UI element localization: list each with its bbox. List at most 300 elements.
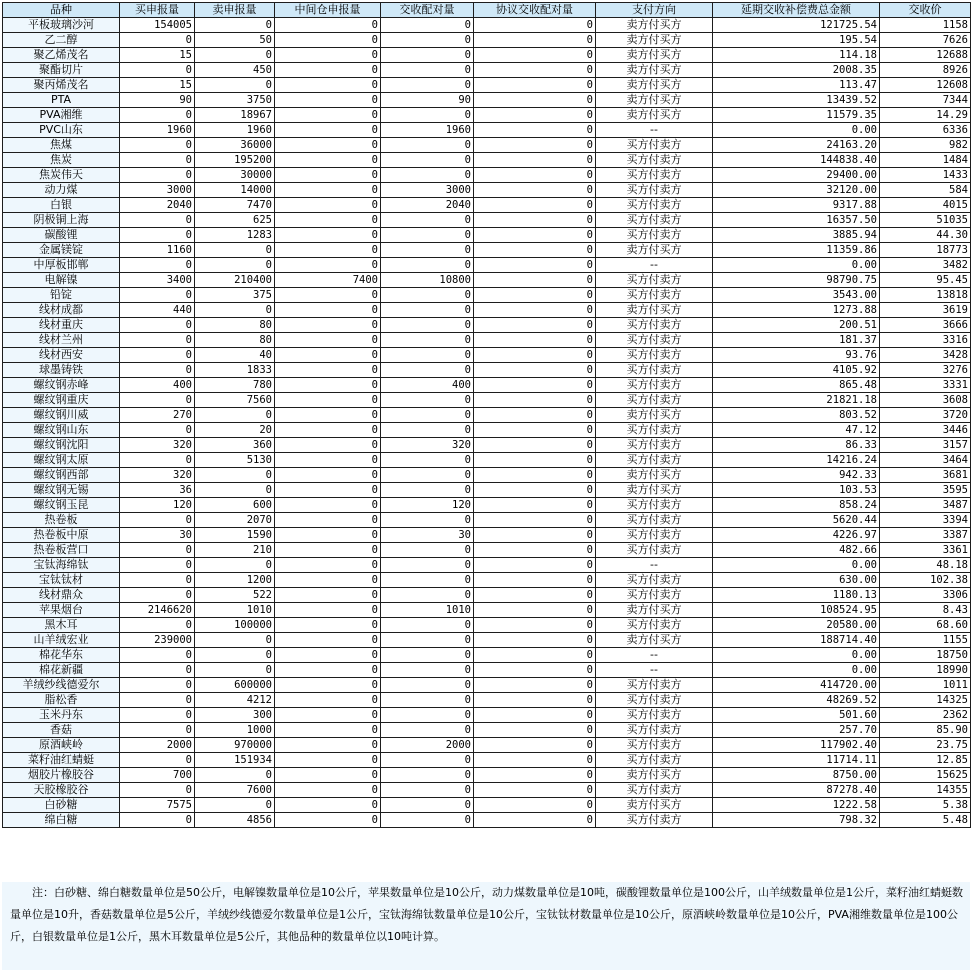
buy-qty-cell: 0 xyxy=(120,648,195,663)
sell-qty-cell: 0 xyxy=(195,408,275,423)
middle-qty-cell: 7400 xyxy=(275,273,381,288)
buy-qty-cell: 3400 xyxy=(120,273,195,288)
delivery-price-cell: 1484 xyxy=(880,153,971,168)
middle-qty-cell: 0 xyxy=(275,813,381,828)
agreement-qty-cell: 0 xyxy=(474,543,596,558)
sell-qty-cell: 2070 xyxy=(195,513,275,528)
buy-qty-cell: 0 xyxy=(120,693,195,708)
agreement-qty-cell: 0 xyxy=(474,333,596,348)
sell-qty-cell: 210 xyxy=(195,543,275,558)
match-qty-cell: 0 xyxy=(381,648,474,663)
compensation-amount-cell: 803.52 xyxy=(713,408,880,423)
delivery-price-cell: 23.75 xyxy=(880,738,971,753)
match-qty-cell: 0 xyxy=(381,633,474,648)
payment-direction-cell: 买方付卖方 xyxy=(596,513,713,528)
compensation-amount-cell: 5620.44 xyxy=(713,513,880,528)
agreement-qty-cell: 0 xyxy=(474,288,596,303)
compensation-amount-cell: 188714.40 xyxy=(713,633,880,648)
sell-qty-cell: 14000 xyxy=(195,183,275,198)
delivery-price-cell: 7626 xyxy=(880,33,971,48)
match-qty-cell: 30 xyxy=(381,528,474,543)
agreement-qty-cell: 0 xyxy=(474,783,596,798)
compensation-amount-cell: 2008.35 xyxy=(713,63,880,78)
buy-qty-cell: 0 xyxy=(120,513,195,528)
agreement-qty-cell: 0 xyxy=(474,213,596,228)
product-cell: 平板玻璃沙河 xyxy=(3,18,120,33)
compensation-amount-cell: 16357.50 xyxy=(713,213,880,228)
delivery-price-cell: 51035 xyxy=(880,213,971,228)
match-qty-cell: 0 xyxy=(381,783,474,798)
compensation-amount-cell: 865.48 xyxy=(713,378,880,393)
table-row xyxy=(3,93,971,108)
sell-qty-cell: 36000 xyxy=(195,138,275,153)
payment-direction-cell: 买方付卖方 xyxy=(596,363,713,378)
agreement-qty-cell: 0 xyxy=(474,663,596,678)
middle-qty-cell: 0 xyxy=(275,348,381,363)
compensation-amount-cell: 3543.00 xyxy=(713,288,880,303)
match-qty-cell: 400 xyxy=(381,378,474,393)
compensation-amount-cell: 0.00 xyxy=(713,663,880,678)
table-row xyxy=(3,468,971,483)
product-cell: 香菇 xyxy=(3,723,120,738)
product-cell: 白银 xyxy=(3,198,120,213)
middle-qty-cell: 0 xyxy=(275,393,381,408)
compensation-amount-cell: 11579.35 xyxy=(713,108,880,123)
compensation-amount-cell: 144838.40 xyxy=(713,153,880,168)
middle-qty-cell: 0 xyxy=(275,303,381,318)
table-row xyxy=(3,513,971,528)
table-row xyxy=(3,183,971,198)
middle-qty-cell: 0 xyxy=(275,453,381,468)
payment-direction-cell: 买方付卖方 xyxy=(596,153,713,168)
table-row xyxy=(3,288,971,303)
match-qty-cell: 0 xyxy=(381,468,474,483)
middle-qty-cell: 0 xyxy=(275,213,381,228)
delivery-price-cell: 3361 xyxy=(880,543,971,558)
compensation-amount-cell: 93.76 xyxy=(713,348,880,363)
match-qty-cell: 0 xyxy=(381,63,474,78)
buy-qty-cell: 0 xyxy=(120,168,195,183)
buy-qty-cell: 0 xyxy=(120,723,195,738)
sell-qty-cell: 0 xyxy=(195,798,275,813)
payment-direction-cell: 买方付卖方 xyxy=(596,228,713,243)
match-qty-cell: 0 xyxy=(381,693,474,708)
table-row xyxy=(3,333,971,348)
middle-qty-cell: 0 xyxy=(275,738,381,753)
delivery-table xyxy=(2,2,971,828)
match-qty-cell: 120 xyxy=(381,498,474,513)
delivery-price-cell: 584 xyxy=(880,183,971,198)
product-cell: 螺纹钢重庆 xyxy=(3,393,120,408)
column-header: 卖申报量 xyxy=(195,3,275,18)
match-qty-cell: 0 xyxy=(381,483,474,498)
agreement-qty-cell: 0 xyxy=(474,18,596,33)
delivery-price-cell: 3387 xyxy=(880,528,971,543)
match-qty-cell: 0 xyxy=(381,573,474,588)
agreement-qty-cell: 0 xyxy=(474,63,596,78)
delivery-price-cell: 3446 xyxy=(880,423,971,438)
middle-qty-cell: 0 xyxy=(275,723,381,738)
match-qty-cell: 0 xyxy=(381,453,474,468)
compensation-amount-cell: 257.70 xyxy=(713,723,880,738)
table-row xyxy=(3,168,971,183)
product-cell: 电解镍 xyxy=(3,273,120,288)
match-qty-cell: 0 xyxy=(381,363,474,378)
match-qty-cell: 0 xyxy=(381,243,474,258)
sell-qty-cell: 30000 xyxy=(195,168,275,183)
match-qty-cell: 0 xyxy=(381,408,474,423)
payment-direction-cell: 买方付卖方 xyxy=(596,753,713,768)
compensation-amount-cell: 32120.00 xyxy=(713,183,880,198)
match-qty-cell: 0 xyxy=(381,78,474,93)
product-cell: 聚丙烯茂名 xyxy=(3,78,120,93)
buy-qty-cell: 0 xyxy=(120,663,195,678)
product-cell: 线材重庆 xyxy=(3,318,120,333)
middle-qty-cell: 0 xyxy=(275,663,381,678)
payment-direction-cell: 买方付卖方 xyxy=(596,318,713,333)
product-cell: 黑木耳 xyxy=(3,618,120,633)
sell-qty-cell: 4856 xyxy=(195,813,275,828)
product-cell: 线材兰州 xyxy=(3,333,120,348)
buy-qty-cell: 90 xyxy=(120,93,195,108)
middle-qty-cell: 0 xyxy=(275,708,381,723)
sell-qty-cell: 0 xyxy=(195,48,275,63)
sell-qty-cell: 0 xyxy=(195,768,275,783)
buy-qty-cell: 0 xyxy=(120,348,195,363)
match-qty-cell: 2040 xyxy=(381,198,474,213)
payment-direction-cell: 买方付卖方 xyxy=(596,573,713,588)
payment-direction-cell: 卖方付买方 xyxy=(596,63,713,78)
buy-qty-cell: 0 xyxy=(120,783,195,798)
match-qty-cell: 0 xyxy=(381,348,474,363)
product-cell: 热卷板 xyxy=(3,513,120,528)
sell-qty-cell: 20 xyxy=(195,423,275,438)
delivery-price-cell: 85.90 xyxy=(880,723,971,738)
sell-qty-cell: 1000 xyxy=(195,723,275,738)
sell-qty-cell: 450 xyxy=(195,63,275,78)
delivery-price-cell: 1433 xyxy=(880,168,971,183)
middle-qty-cell: 0 xyxy=(275,378,381,393)
delivery-price-cell: 1158 xyxy=(880,18,971,33)
table-row xyxy=(3,273,971,288)
table-row xyxy=(3,258,971,273)
product-cell: 菜籽油红蜻蜓 xyxy=(3,753,120,768)
compensation-amount-cell: 630.00 xyxy=(713,573,880,588)
payment-direction-cell: -- xyxy=(596,648,713,663)
table-row xyxy=(3,318,971,333)
delivery-price-cell: 48.18 xyxy=(880,558,971,573)
match-qty-cell: 0 xyxy=(381,258,474,273)
sell-qty-cell: 300 xyxy=(195,708,275,723)
payment-direction-cell: 卖方付买方 xyxy=(596,93,713,108)
buy-qty-cell: 2146620 xyxy=(120,603,195,618)
buy-qty-cell: 1960 xyxy=(120,123,195,138)
compensation-amount-cell: 98790.75 xyxy=(713,273,880,288)
agreement-qty-cell: 0 xyxy=(474,573,596,588)
product-cell: 玉米丹东 xyxy=(3,708,120,723)
payment-direction-cell: 买方付卖方 xyxy=(596,453,713,468)
middle-qty-cell: 0 xyxy=(275,333,381,348)
compensation-amount-cell: 114.18 xyxy=(713,48,880,63)
match-qty-cell: 1960 xyxy=(381,123,474,138)
buy-qty-cell: 0 xyxy=(120,573,195,588)
sell-qty-cell: 1200 xyxy=(195,573,275,588)
compensation-amount-cell: 11714.11 xyxy=(713,753,880,768)
compensation-amount-cell: 47.12 xyxy=(713,423,880,438)
table-row xyxy=(3,33,971,48)
match-qty-cell: 0 xyxy=(381,543,474,558)
buy-qty-cell: 0 xyxy=(120,813,195,828)
sell-qty-cell: 40 xyxy=(195,348,275,363)
buy-qty-cell: 700 xyxy=(120,768,195,783)
buy-qty-cell: 0 xyxy=(120,333,195,348)
payment-direction-cell: 卖方付买方 xyxy=(596,603,713,618)
payment-direction-cell: 卖方付买方 xyxy=(596,33,713,48)
table-row xyxy=(3,708,971,723)
product-cell: 焦煤 xyxy=(3,138,120,153)
sell-qty-cell: 970000 xyxy=(195,738,275,753)
delivery-price-cell: 18990 xyxy=(880,663,971,678)
agreement-qty-cell: 0 xyxy=(474,453,596,468)
payment-direction-cell: 买方付卖方 xyxy=(596,708,713,723)
payment-direction-cell: 卖方付买方 xyxy=(596,243,713,258)
payment-direction-cell: 买方付卖方 xyxy=(596,213,713,228)
delivery-price-cell: 12688 xyxy=(880,48,971,63)
match-qty-cell: 0 xyxy=(381,588,474,603)
delivery-price-cell: 3394 xyxy=(880,513,971,528)
middle-qty-cell: 0 xyxy=(275,573,381,588)
table-row xyxy=(3,63,971,78)
compensation-amount-cell: 0.00 xyxy=(713,558,880,573)
payment-direction-cell: 卖方付买方 xyxy=(596,768,713,783)
compensation-amount-cell: 4226.97 xyxy=(713,528,880,543)
middle-qty-cell: 0 xyxy=(275,768,381,783)
compensation-amount-cell: 4105.92 xyxy=(713,363,880,378)
product-cell: 螺纹钢沈阳 xyxy=(3,438,120,453)
product-cell: 宝钛海绵钛 xyxy=(3,558,120,573)
match-qty-cell: 0 xyxy=(381,33,474,48)
product-cell: 热卷板营口 xyxy=(3,543,120,558)
middle-qty-cell: 0 xyxy=(275,168,381,183)
delivery-price-cell: 18773 xyxy=(880,243,971,258)
buy-qty-cell: 154005 xyxy=(120,18,195,33)
table-row xyxy=(3,588,971,603)
table-row xyxy=(3,693,971,708)
compensation-amount-cell: 113.47 xyxy=(713,78,880,93)
sell-qty-cell: 50 xyxy=(195,33,275,48)
delivery-price-cell: 5.48 xyxy=(880,813,971,828)
middle-qty-cell: 0 xyxy=(275,243,381,258)
table-row xyxy=(3,483,971,498)
payment-direction-cell: 卖方付买方 xyxy=(596,798,713,813)
match-qty-cell: 90 xyxy=(381,93,474,108)
table-row xyxy=(3,558,971,573)
match-qty-cell: 0 xyxy=(381,168,474,183)
product-cell: 螺纹钢无锡 xyxy=(3,483,120,498)
agreement-qty-cell: 0 xyxy=(474,753,596,768)
sell-qty-cell: 3750 xyxy=(195,93,275,108)
product-cell: 苹果烟台 xyxy=(3,603,120,618)
sell-qty-cell: 5130 xyxy=(195,453,275,468)
agreement-qty-cell: 0 xyxy=(474,678,596,693)
buy-qty-cell: 0 xyxy=(120,708,195,723)
sell-qty-cell: 1590 xyxy=(195,528,275,543)
payment-direction-cell: 卖方付买方 xyxy=(596,303,713,318)
compensation-amount-cell: 0.00 xyxy=(713,123,880,138)
payment-direction-cell: 买方付卖方 xyxy=(596,618,713,633)
product-cell: 宝钛钛材 xyxy=(3,573,120,588)
table-row xyxy=(3,78,971,93)
sell-qty-cell: 7600 xyxy=(195,783,275,798)
delivery-price-cell: 14325 xyxy=(880,693,971,708)
product-cell: 中厚板邯郸 xyxy=(3,258,120,273)
compensation-amount-cell: 13439.52 xyxy=(713,93,880,108)
sell-qty-cell: 0 xyxy=(195,18,275,33)
sell-qty-cell: 0 xyxy=(195,483,275,498)
payment-direction-cell: 买方付卖方 xyxy=(596,168,713,183)
middle-qty-cell: 0 xyxy=(275,408,381,423)
table-row xyxy=(3,678,971,693)
match-qty-cell: 10800 xyxy=(381,273,474,288)
agreement-qty-cell: 0 xyxy=(474,498,596,513)
match-qty-cell: 0 xyxy=(381,813,474,828)
match-qty-cell: 0 xyxy=(381,153,474,168)
payment-direction-cell: 买方付卖方 xyxy=(596,678,713,693)
agreement-qty-cell: 0 xyxy=(474,483,596,498)
agreement-qty-cell: 0 xyxy=(474,258,596,273)
sell-qty-cell: 0 xyxy=(195,468,275,483)
middle-qty-cell: 0 xyxy=(275,603,381,618)
product-cell: 铅锭 xyxy=(3,288,120,303)
middle-qty-cell: 0 xyxy=(275,543,381,558)
compensation-amount-cell: 121725.54 xyxy=(713,18,880,33)
payment-direction-cell: 买方付卖方 xyxy=(596,393,713,408)
table-row xyxy=(3,528,971,543)
middle-qty-cell: 0 xyxy=(275,783,381,798)
sell-qty-cell: 360 xyxy=(195,438,275,453)
product-cell: 聚乙烯茂名 xyxy=(3,48,120,63)
middle-qty-cell: 0 xyxy=(275,438,381,453)
payment-direction-cell: 买方付卖方 xyxy=(596,138,713,153)
agreement-qty-cell: 0 xyxy=(474,78,596,93)
compensation-amount-cell: 501.60 xyxy=(713,708,880,723)
payment-direction-cell: 卖方付买方 xyxy=(596,468,713,483)
delivery-price-cell: 5.38 xyxy=(880,798,971,813)
buy-qty-cell: 0 xyxy=(120,318,195,333)
delivery-price-cell: 3487 xyxy=(880,498,971,513)
match-qty-cell: 0 xyxy=(381,138,474,153)
column-header: 延期交收补偿费总金额 xyxy=(713,3,880,18)
table-row xyxy=(3,378,971,393)
agreement-qty-cell: 0 xyxy=(474,738,596,753)
match-qty-cell: 0 xyxy=(381,723,474,738)
table-row xyxy=(3,798,971,813)
agreement-qty-cell: 0 xyxy=(474,513,596,528)
table-row xyxy=(3,603,971,618)
table-row xyxy=(3,423,971,438)
product-cell: PVC山东 xyxy=(3,123,120,138)
product-cell: 螺纹钢太原 xyxy=(3,453,120,468)
table-row xyxy=(3,198,971,213)
table-row xyxy=(3,543,971,558)
delivery-price-cell: 12.85 xyxy=(880,753,971,768)
middle-qty-cell: 0 xyxy=(275,618,381,633)
product-cell: 聚酯切片 xyxy=(3,63,120,78)
agreement-qty-cell: 0 xyxy=(474,408,596,423)
agreement-qty-cell: 0 xyxy=(474,603,596,618)
agreement-qty-cell: 0 xyxy=(474,363,596,378)
product-cell: 螺纹钢玉昆 xyxy=(3,498,120,513)
agreement-qty-cell: 0 xyxy=(474,438,596,453)
middle-qty-cell: 0 xyxy=(275,528,381,543)
payment-direction-cell: 卖方付买方 xyxy=(596,633,713,648)
table-row xyxy=(3,648,971,663)
buy-qty-cell: 30 xyxy=(120,528,195,543)
agreement-qty-cell: 0 xyxy=(474,153,596,168)
agreement-qty-cell: 0 xyxy=(474,273,596,288)
compensation-amount-cell: 21821.18 xyxy=(713,393,880,408)
table-row xyxy=(3,753,971,768)
agreement-qty-cell: 0 xyxy=(474,708,596,723)
buy-qty-cell: 400 xyxy=(120,378,195,393)
buy-qty-cell: 0 xyxy=(120,153,195,168)
agreement-qty-cell: 0 xyxy=(474,393,596,408)
middle-qty-cell: 0 xyxy=(275,423,381,438)
compensation-amount-cell: 414720.00 xyxy=(713,678,880,693)
sell-qty-cell: 1833 xyxy=(195,363,275,378)
buy-qty-cell: 0 xyxy=(120,558,195,573)
delivery-price-cell: 14.29 xyxy=(880,108,971,123)
buy-qty-cell: 2040 xyxy=(120,198,195,213)
delivery-price-cell: 4015 xyxy=(880,198,971,213)
middle-qty-cell: 0 xyxy=(275,18,381,33)
match-qty-cell: 0 xyxy=(381,213,474,228)
payment-direction-cell: 买方付卖方 xyxy=(596,498,713,513)
middle-qty-cell: 0 xyxy=(275,108,381,123)
middle-qty-cell: 0 xyxy=(275,588,381,603)
table-row xyxy=(3,813,971,828)
match-qty-cell: 1010 xyxy=(381,603,474,618)
payment-direction-cell: 买方付卖方 xyxy=(596,438,713,453)
payment-direction-cell: 买方付卖方 xyxy=(596,333,713,348)
buy-qty-cell: 0 xyxy=(120,588,195,603)
agreement-qty-cell: 0 xyxy=(474,138,596,153)
compensation-amount-cell: 108524.95 xyxy=(713,603,880,618)
agreement-qty-cell: 0 xyxy=(474,318,596,333)
match-qty-cell: 0 xyxy=(381,333,474,348)
product-cell: PVA湘维 xyxy=(3,108,120,123)
match-qty-cell: 3000 xyxy=(381,183,474,198)
payment-direction-cell: 卖方付买方 xyxy=(596,108,713,123)
product-cell: 阴极铜上海 xyxy=(3,213,120,228)
compensation-amount-cell: 3885.94 xyxy=(713,228,880,243)
agreement-qty-cell: 0 xyxy=(474,378,596,393)
buy-qty-cell: 320 xyxy=(120,438,195,453)
match-qty-cell: 0 xyxy=(381,393,474,408)
middle-qty-cell: 0 xyxy=(275,78,381,93)
sell-qty-cell: 151934 xyxy=(195,753,275,768)
compensation-amount-cell: 482.66 xyxy=(713,543,880,558)
table-row xyxy=(3,108,971,123)
column-header: 交收配对量 xyxy=(381,3,474,18)
delivery-price-cell: 3306 xyxy=(880,588,971,603)
agreement-qty-cell: 0 xyxy=(474,198,596,213)
match-qty-cell: 320 xyxy=(381,438,474,453)
table-row xyxy=(3,348,971,363)
sell-qty-cell: 100000 xyxy=(195,618,275,633)
middle-qty-cell: 0 xyxy=(275,513,381,528)
payment-direction-cell: 买方付卖方 xyxy=(596,813,713,828)
